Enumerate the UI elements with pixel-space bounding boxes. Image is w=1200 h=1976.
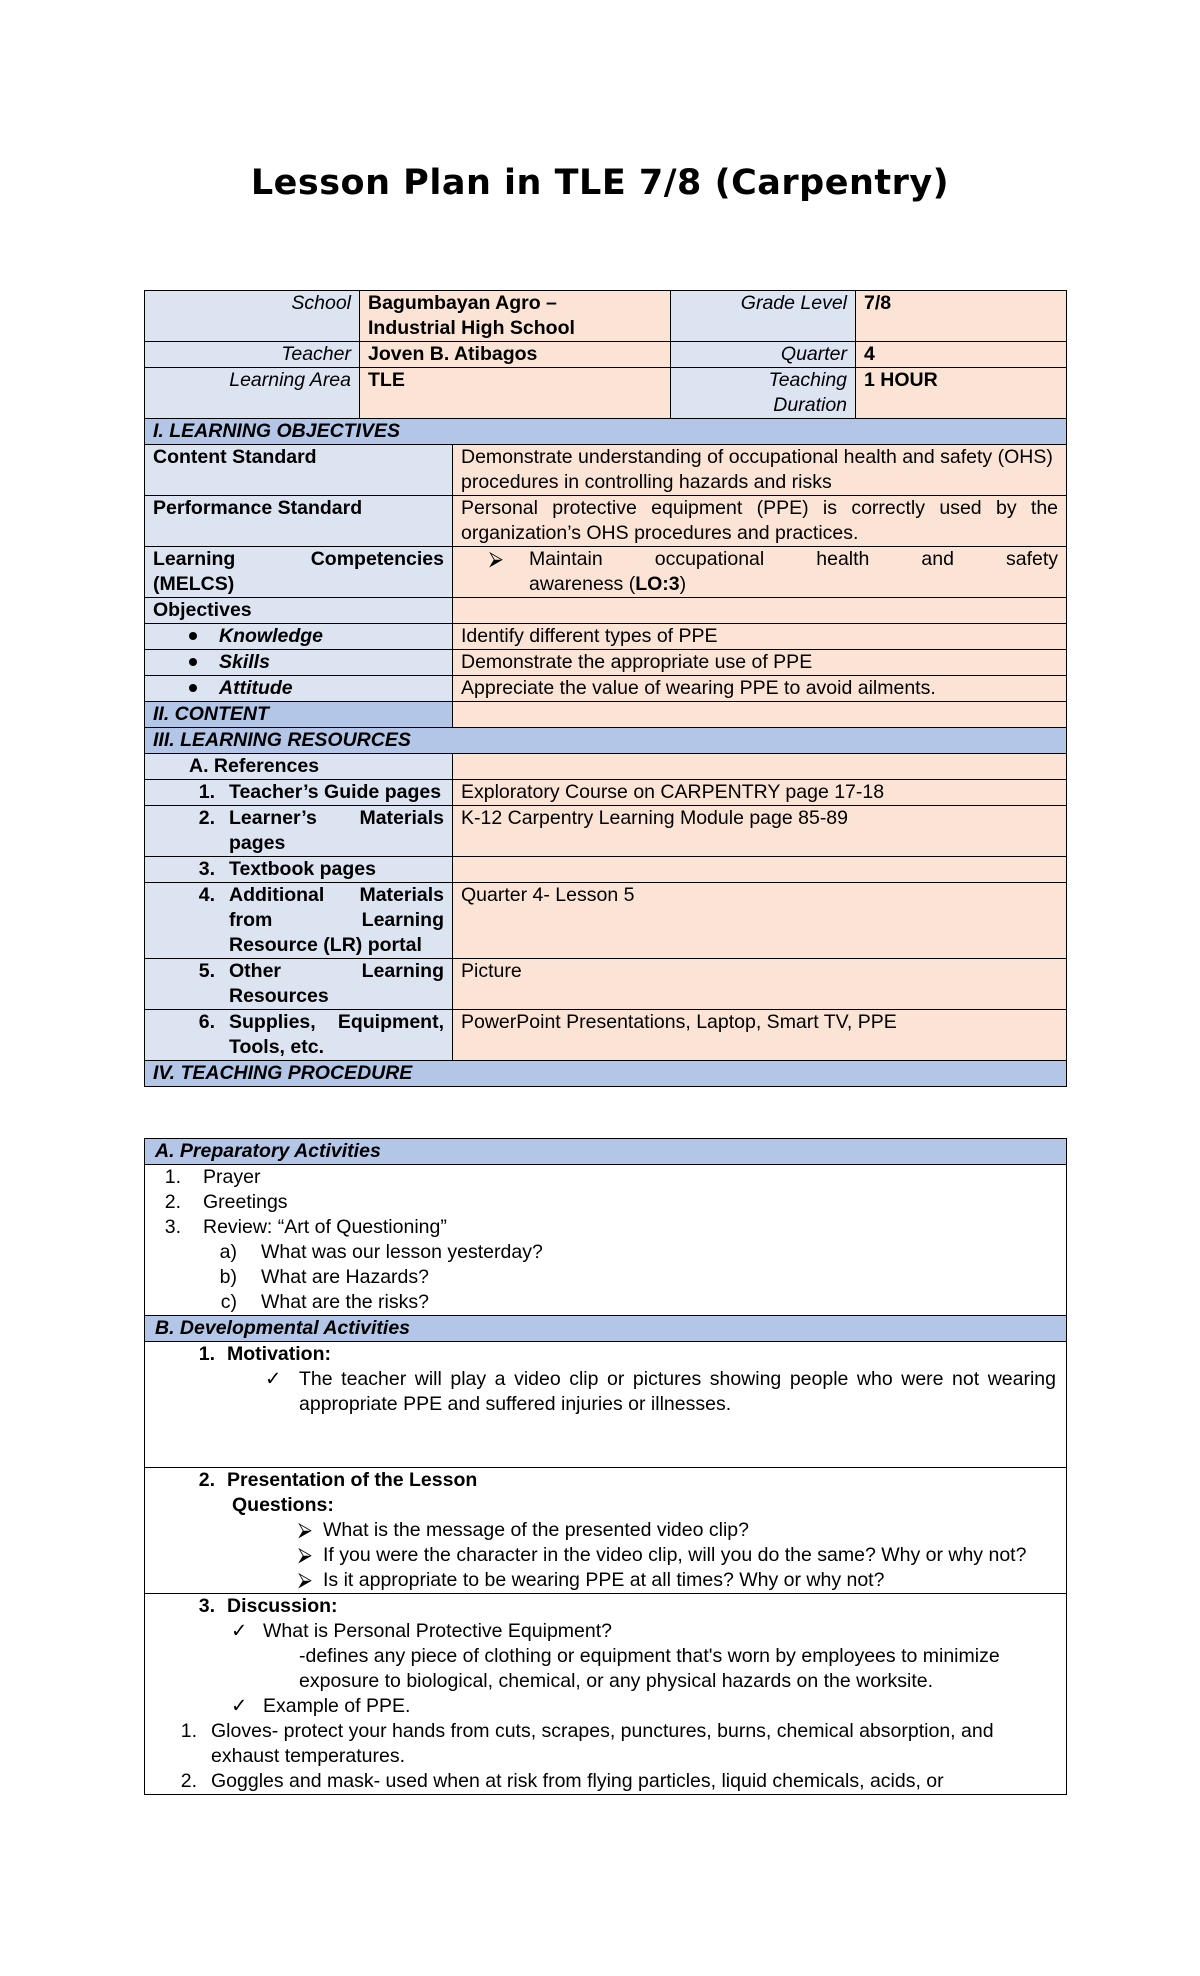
resource-row [145, 959, 1067, 1010]
references-label: A. References [145, 754, 453, 780]
ppe-definition: -defines any piece of clothing or equipment that's worn by employees to minimize exposure to biological, chemical, or any physical hazards on the worksite. [299, 1645, 1000, 1692]
resource-value: Picture [453, 959, 1067, 1010]
skills-label: Skills [145, 650, 453, 676]
check-icon: ✓ [231, 1620, 248, 1642]
resource-label: 4. Additional Materials from Learning Resource (LR) portal [145, 883, 453, 959]
learning-area-value: TLE [360, 368, 671, 419]
list-item: 1. Prayer [164, 1166, 261, 1188]
resource-label: 6. Supplies, Equipment, Tools, etc. [145, 1010, 453, 1061]
resource-label: 5. Other Learning Resources [145, 959, 453, 1010]
resource-row [145, 780, 1067, 806]
resource-label: 1. Teacher’s Guide pages [145, 780, 453, 806]
content-standard-label: Content Standard [145, 445, 453, 496]
teacher-row [145, 342, 1067, 368]
presentation-cell: 2. Presentation of the Lesson Questions: ⮚ What is the message of the presented video clip? ⮚ If you were the character in the video clip, will you do the same? Why or why not? ⮚ Is it appropriate to be wearing PPE at all times? Why or why not? [145, 1468, 1067, 1594]
resource-row [145, 806, 1067, 857]
knowledge-label: Knowledge [145, 624, 453, 650]
procedure-heading: IV. TEACHING PROCEDURE [145, 1061, 453, 1087]
content-standard-value: Demonstrate understanding of occupational health and safety (OHS) procedures in controlling hazards and risks [453, 445, 1067, 496]
list-item: c) What are the risks? [220, 1291, 429, 1313]
discussion-cell: 3. Discussion: ✓ What is Personal Protective Equipment? -defines any piece of clothing or equipment that's worn by employees to minimize exposure to biological, chemical, or any physical hazards on the worksite. ✓ Example of PPE. 1. Gloves- protect your hands from cuts, scrapes, punctures, burns, chemical absorption, and exhaust temperatures. 2. Goggles and mask- used when at risk from flying particles, liquid chemicals, acids, or [145, 1594, 1067, 1795]
check-icon: ✓ [231, 1695, 248, 1717]
ppe-example-item: 1. Gloves- protect your hands from cuts, scrapes, punctures, burns, chemical absorption, and exhaust temperatures. [180, 1720, 994, 1767]
performance-standard-label: Performance Standard [145, 496, 453, 547]
ppe-example-item: 2. Goggles and mask- used when at risk from flying particles, liquid chemicals, acids, or [180, 1770, 944, 1792]
resource-value: Exploratory Course on CARPENTRY page 17-18 [453, 780, 1067, 806]
grade-value: 7/8 [856, 291, 1067, 342]
school-row [145, 291, 1067, 342]
competencies-value: ⮚ Maintain occupational health and safety awareness (LO:3) [453, 547, 1067, 598]
arrow-bullet-icon: ⮚ [489, 548, 503, 570]
resource-label: 3. Textbook pages [145, 857, 453, 883]
list-item: 2. Greetings [164, 1191, 288, 1213]
resource-row [145, 857, 1067, 883]
arrow-bullet-icon: ⮚ [298, 1519, 312, 1541]
arrow-bullet-icon: ⮚ [298, 1544, 312, 1566]
competencies-label: Learning Competencies (MELCS) [145, 547, 453, 598]
procedure-heading-fill [453, 1061, 1067, 1087]
resource-row [145, 1010, 1067, 1061]
resources-heading: III. LEARNING RESOURCES [145, 728, 1067, 754]
arrow-bullet-icon: ⮚ [298, 1569, 312, 1591]
content-value [453, 702, 1067, 728]
bullet-icon [189, 684, 197, 692]
bullet-icon [189, 658, 197, 666]
motivation-cell: 1. Motivation: ✓ The teacher will play a video clip or pictures showing people who were not wearing appropriate PPE and suffered injuries or illnesses. [145, 1342, 1067, 1468]
learning-area-label: Learning Area [145, 368, 360, 419]
list-item: a) What was our lesson yesterday? [219, 1241, 543, 1263]
teacher-label: Teacher [145, 342, 360, 368]
check-icon: ✓ [265, 1368, 282, 1390]
page-title: Lesson Plan in TLE 7/8 (Carpentry) [250, 163, 950, 203]
content-heading: II. CONTENT [145, 702, 453, 728]
resource-value: PowerPoint Presentations, Laptop, Smart TV, PPE [453, 1010, 1067, 1061]
school-value: Bagumbayan Agro – Industrial High School [360, 291, 671, 342]
developmental-heading: B. Developmental Activities [145, 1316, 1067, 1342]
grade-label: Grade Level [671, 291, 856, 342]
objectives-heading: I. LEARNING OBJECTIVES [145, 419, 1067, 445]
preparatory-content [145, 1165, 1067, 1316]
teacher-value: Joven B. Atibagos [360, 342, 671, 368]
resource-value: K-12 Carpentry Learning Module page 85-89 [453, 806, 1067, 857]
resource-value [453, 857, 1067, 883]
bullet-icon [189, 632, 197, 640]
quarter-value: 4 [856, 342, 1067, 368]
objectives-value [453, 598, 1067, 624]
procedure-table [144, 1138, 1067, 1795]
quarter-label: Quarter [671, 342, 856, 368]
attitude-value: Appreciate the value of wearing PPE to avoid ailments. [453, 676, 1067, 702]
list-item: 3. Review: “Art of Questioning” [164, 1216, 447, 1238]
resource-value: Quarter 4- Lesson 5 [453, 883, 1067, 959]
duration-value: 1 HOUR [856, 368, 1067, 419]
question-item: ⮚ What is the message of the presented video clip? [155, 1518, 1056, 1543]
references-value [453, 754, 1067, 780]
question-item: ⮚ If you were the character in the video clip, will you do the same? Why or why not? [155, 1543, 1056, 1568]
objectives-label: Objectives [145, 598, 453, 624]
performance-standard-value: Personal protective equipment (PPE) is correctly used by the organization’s OHS procedures and practices. [453, 496, 1067, 547]
knowledge-value: Identify different types of PPE [453, 624, 1067, 650]
list-item: b) What are Hazards? [219, 1266, 429, 1288]
learning-area-row [145, 368, 1067, 419]
lesson-info-table [144, 290, 1067, 1087]
preparatory-heading: A. Preparatory Activities [145, 1139, 1067, 1165]
question-item: ⮚ Is it appropriate to be wearing PPE at all times? Why or why not? [155, 1568, 1056, 1593]
school-label: School [145, 291, 360, 342]
attitude-label: Attitude [145, 676, 453, 702]
resource-row [145, 883, 1067, 959]
duration-label: Teaching Duration [671, 368, 856, 419]
resource-label: 2. Learner’s Materials pages [145, 806, 453, 857]
skills-value: Demonstrate the appropriate use of PPE [453, 650, 1067, 676]
